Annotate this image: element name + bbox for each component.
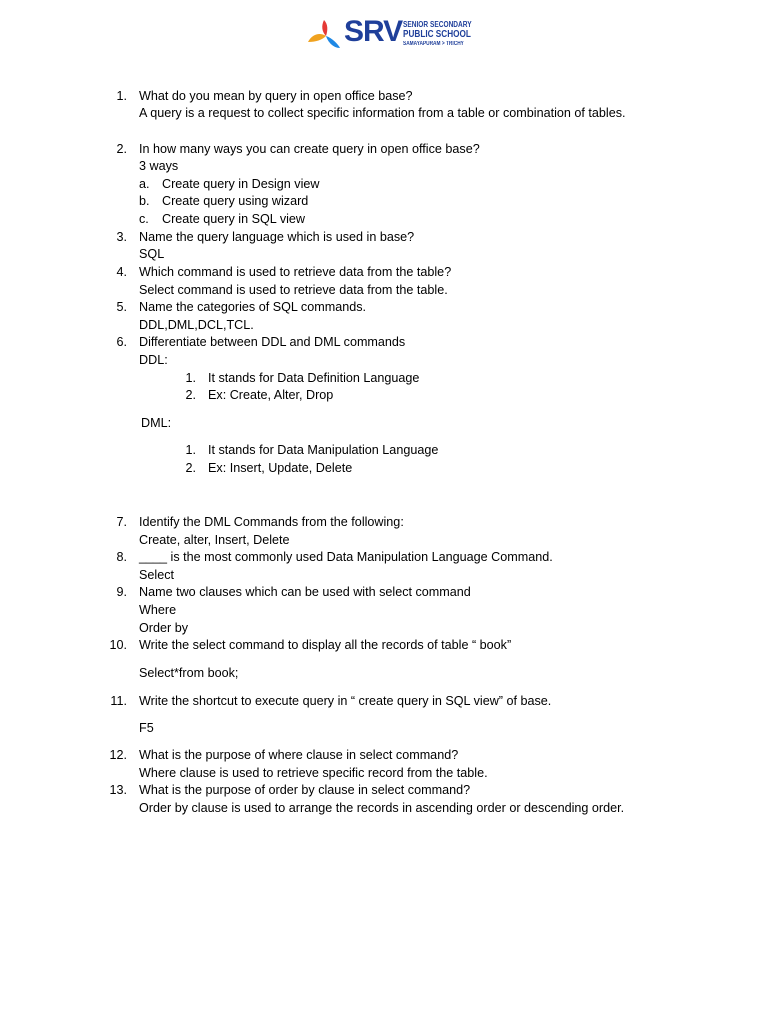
ddl-item-marker: 1. [185,371,196,385]
q13-number: 13. [109,783,127,797]
q2-option: Create query in Design view [162,177,320,191]
q2-option: Create query in SQL view [162,212,306,226]
q2-number: 2. [116,142,127,156]
q4-number: 4. [116,265,127,279]
school-logo [306,15,472,52]
q8-question: ____ is the most commonly used Data Manipulation Language Command. [139,550,553,564]
q5-number: 5. [116,300,127,314]
dml-item: Ex: Insert, Update, Delete [208,461,353,475]
logo-line2: PUBLIC SCHOOL [403,29,471,40]
q7-answer: Create, alter, Insert, Delete [139,533,290,547]
q1-answer: A query is a request to collect specific information from a table or combination of tables. [139,106,626,120]
q2-question: In how many ways you can create query in open office base? [139,142,480,156]
logo-line3: SAMAYAPURAM > TRICHY [403,41,464,47]
dml-item-marker: 1. [185,443,196,457]
q11-answer: F5 [139,721,154,735]
q13-question: What is the purpose of order by clause in select command? [139,783,471,797]
q12-question: What is the purpose of where clause in select command? [139,748,459,762]
q4-answer: Select command is used to retrieve data from the table. [139,283,448,297]
q9-answer-1: Where [139,603,177,617]
q6-number: 6. [116,335,127,349]
q10-number: 10. [109,638,127,652]
ddl-item: It stands for Data Definition Language [208,371,420,385]
q11-question: Write the shortcut to execute query in “ create query in SQL view” of base. [139,694,552,708]
q2-option-marker: c. [139,212,149,226]
q4-question: Which command is used to retrieve data from the table? [139,265,452,279]
q5-answer: DDL,DML,DCL,TCL. [139,318,254,332]
q13-answer: Order by clause is used to arrange the records in ascending order or descending order. [139,801,625,815]
ddl-item: Ex: Create, Alter, Drop [208,388,334,402]
q1-number: 1. [116,89,127,103]
dml-item-marker: 2. [185,461,196,475]
q12-answer: Where clause is used to retrieve specific record from the table. [139,766,488,780]
q3-answer: SQL [139,247,165,261]
dml-label: DML: [141,416,172,430]
ddl-label: DDL: [139,353,168,367]
q2-option-marker: a. [139,177,150,191]
q3-number: 3. [116,230,127,244]
q6-question: Differentiate between DDL and DML commands [139,335,406,349]
q9-answer-2: Order by [139,621,188,635]
petal-logo-icon [306,20,346,50]
q8-number: 8. [116,550,127,564]
logo-line1: SENIOR SECONDARY [403,20,472,29]
q5-question: Name the categories of SQL commands. [139,300,367,314]
ddl-item-marker: 2. [185,388,196,402]
q11-number: 11. [110,694,127,708]
q2-answer: 3 ways [139,159,179,173]
q7-question: Identify the DML Commands from the following: [139,515,404,529]
q9-number: 9. [116,585,127,599]
logo-school-name [403,20,487,49]
q8-answer: Select [139,568,175,582]
q2-option: Create query using wizard [162,194,309,208]
q2-option-marker: b. [139,194,150,208]
q10-question: Write the select command to display all the records of table “ book” [139,638,512,652]
q9-question: Name two clauses which can be used with select command [139,585,471,599]
q3-question: Name the query language which is used in base? [139,230,415,244]
dml-item: It stands for Data Manipulation Language [208,443,439,457]
logo-initials: SRV [344,15,403,48]
q7-number: 7. [116,515,127,529]
q10-answer: Select*from book; [139,666,239,680]
q12-number: 12. [109,748,127,762]
q1-question: What do you mean by query in open office base? [139,89,413,103]
